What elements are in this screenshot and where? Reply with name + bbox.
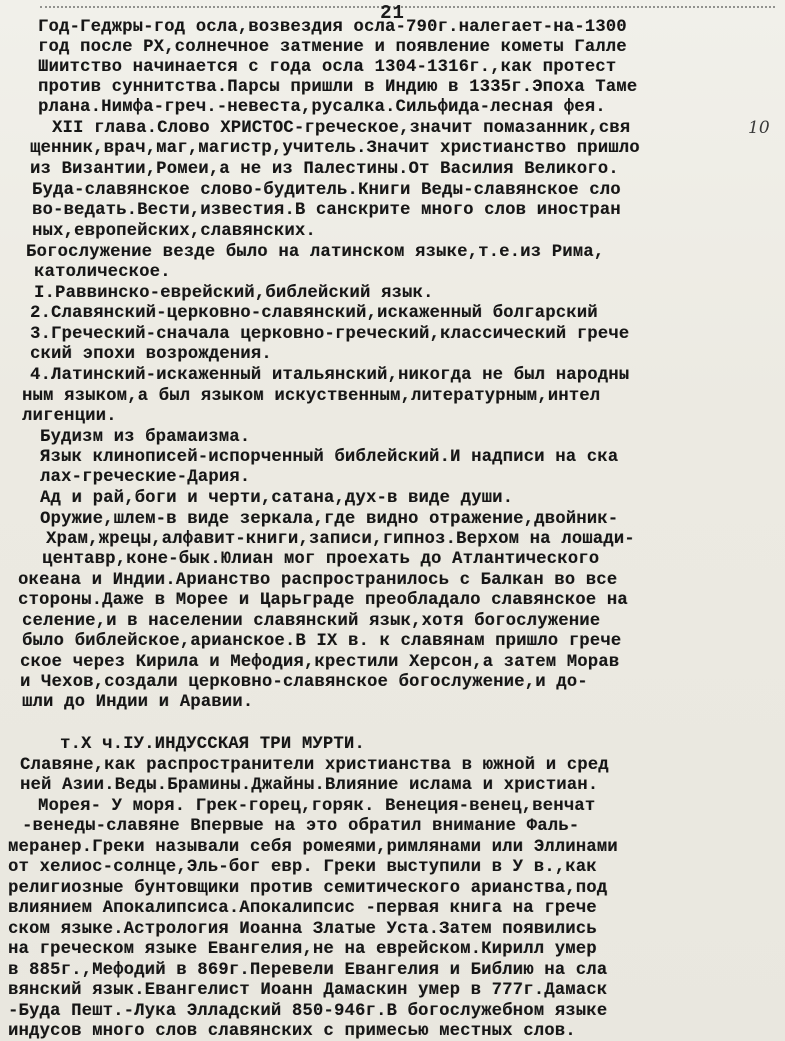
text-line: и Чехов,создали церковно-славянское богослужение,и до- bbox=[20, 673, 588, 692]
text-line: религиозные бунтовщики против семитического арианства,под bbox=[8, 879, 608, 898]
text-line: Будизм из брамаизма. bbox=[40, 428, 251, 447]
text-line: щенник,врач,маг,магистр,учитель.Значит христианство пришло bbox=[30, 139, 640, 158]
text-line: стороны.Даже в Морее и Царьграде преобладало славянское на bbox=[18, 591, 628, 610]
text-line: ский эпохи возрождения. bbox=[30, 345, 272, 364]
text-line: шли до Индии и Аравии. bbox=[22, 693, 254, 712]
text-line: рлана.Нимфа-греч.-невеста,русалка.Сильфида-лесная фея. bbox=[38, 98, 606, 117]
section-heading: т.Х ч.IУ.ИНДУССКАЯ ТРИ МУРТИ. bbox=[60, 735, 365, 754]
text-line: на греческом языке Евангелия,не на еврейском.Кирилл умер bbox=[8, 940, 597, 959]
text-line: центавр,коне-бык.Юлиан мог проехать до Атлантического bbox=[42, 550, 600, 569]
text-line: 4.Латинский-искаженный итальянский,никогда не был народны bbox=[30, 366, 630, 385]
text-line: Ад и рай,боги и черти,сатана,дух-в виде души. bbox=[40, 489, 514, 508]
text-line: ным языком,а был языком искуственным,литературным,интел bbox=[22, 387, 601, 406]
text-line: Богослужение везде было на латинском языке,т.е.из Рима, bbox=[26, 243, 605, 262]
text-line: ское через Кирила и Мефодия,крестили Херсон,а затем Морав bbox=[20, 653, 620, 672]
text-line: вянский язык.Евангелист Иоанн Дамаскин умер в 777г.Дамаск bbox=[8, 981, 608, 1000]
text-line: меранер.Греки называли себя ромеями,римлянами или Эллинами bbox=[8, 838, 618, 857]
text-line: католическое. bbox=[34, 263, 171, 282]
text-line: Буда-славянское слово-будитель.Книги Веды-славянское сло bbox=[32, 181, 621, 200]
text-line: ных,европейских,славянских. bbox=[32, 222, 316, 241]
text-line: селение,и в населении славянский язык,хотя богослужение bbox=[22, 612, 601, 631]
text-line: влиянием Апокалипсиса.Апокалипсис -первая книга на грече bbox=[8, 899, 597, 918]
text-line: ней Азии.Веды.Брамины.Джайны.Влияние ислама и христиан. bbox=[20, 776, 599, 795]
text-line: в 885г.,Мефодий в 869г.Перевели Евангелия и Библию на сла bbox=[8, 961, 608, 980]
handwritten-margin-note: 10 bbox=[748, 118, 770, 138]
text-line: Шиитство начинается с года осла 1304-1316г.,как протест bbox=[38, 58, 617, 77]
text-line: I.Раввинско-еврейский,библейский язык. bbox=[34, 284, 434, 303]
text-line: Год-Геджры-год осла,возвездия осла-790г.налегает-на-1300 bbox=[38, 18, 627, 37]
text-line: ском языке.Астрология Иоанна Златые Уста.Затем появились bbox=[8, 920, 597, 939]
text-line: против суннитства.Парсы пришли в Индию в 1335г.Эпоха Таме bbox=[38, 78, 638, 97]
text-line: 3.Греческий-сначала церковно-греческий,классический грече bbox=[30, 325, 630, 344]
text-line: Оружие,шлем-в виде зеркала,где видно отражение,двойник- bbox=[40, 510, 619, 529]
text-line: из Византии,Ромеи,а не из Палестины.От Василия Великого. bbox=[30, 160, 619, 179]
text-line: -Буда Пешт.-Лука Элладский 850-946г.В богослужебном языке bbox=[8, 1002, 608, 1021]
text-line: год после РХ,солнечное затмение и появление кометы Галле bbox=[38, 38, 627, 57]
text-line: лигенции. bbox=[22, 407, 117, 426]
text-line: Морея- У моря. Грек-горец,горяк. Венеция-венец,венчат bbox=[38, 797, 596, 816]
text-line: Славяне,как распространители христианства в южной и сред bbox=[20, 756, 609, 775]
text-line: океана и Индии.Арианство распространилось с Балкан во все bbox=[18, 571, 618, 590]
text-line: во-ведать.Вести,известия.В санскрите много слов иностран bbox=[32, 201, 621, 220]
text-line: Храм,жрецы,алфавит-книги,записи,гипноз.Верхом на лошади- bbox=[46, 530, 635, 549]
text-line: -венеды-славяне Впервые на это обратил внимание Фаль- bbox=[22, 817, 580, 836]
text-line: 2.Славянский-церковно-славянский,искаженный болгарский bbox=[30, 304, 598, 323]
text-line: XII глава.Слово ХРИСТОС-греческое,значит помазанник,свя bbox=[52, 119, 631, 138]
text-line: Язык клинописей-испорченный библейский.И надписи на ска bbox=[40, 448, 619, 467]
text-line: было библейское,арианское.В IX в. к славянам пришло грече bbox=[22, 632, 622, 651]
text-line: лах-греческие-Дария. bbox=[40, 468, 251, 487]
text-line: от хелиос-солнце,Эль-бог евр. Греки выступили в У в.,как bbox=[8, 858, 597, 877]
page-number: 21 bbox=[380, 2, 405, 24]
text-line: индусов много слов славянских с примесью местных слов. bbox=[8, 1022, 576, 1041]
